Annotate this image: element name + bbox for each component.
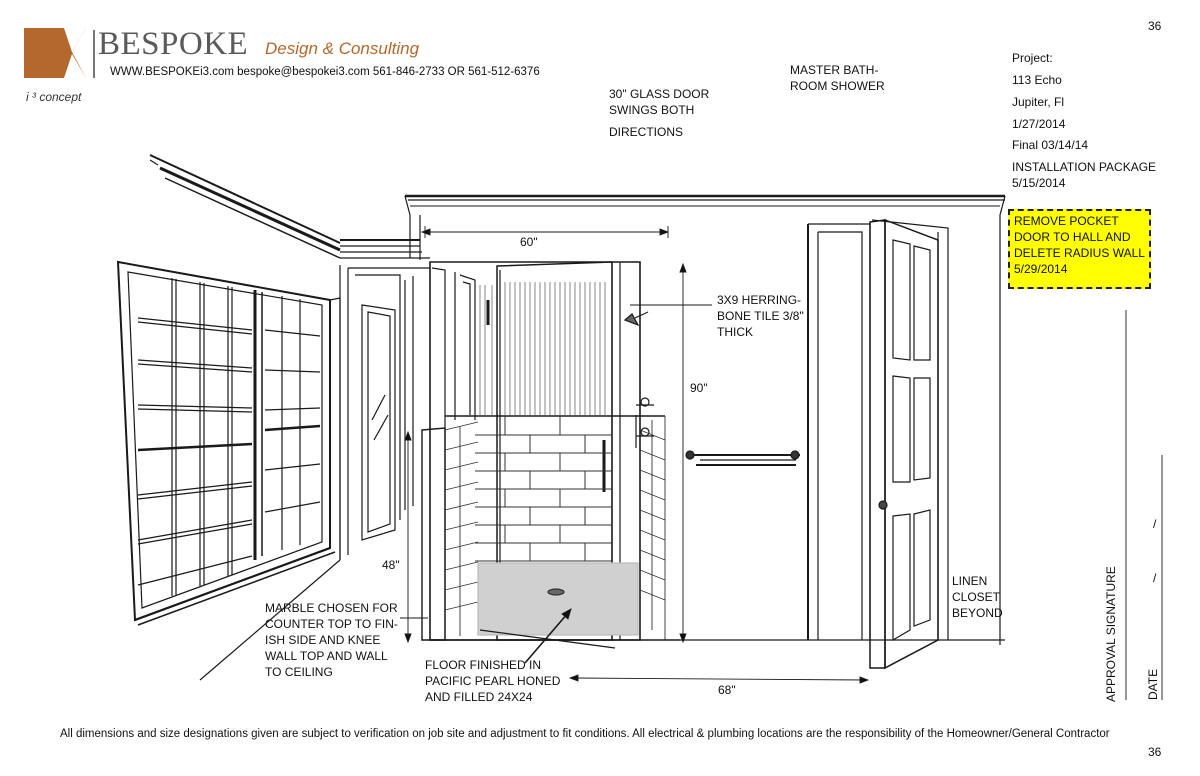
shower-enclosure xyxy=(422,262,680,648)
directions-note: DIRECTIONS xyxy=(609,125,684,139)
footer-disclaimer: All dimensions and size designations given are subject to verification on job site and adjustment to fit conditions. All electrical & plumbing locations are the responsibility of the Homeowner/General Contractor xyxy=(60,728,1110,740)
date-slash-1: / xyxy=(1153,517,1157,531)
date-slash-2: / xyxy=(1153,571,1157,585)
contact-line: WWW.BESPOKEi3.com bespoke@bespokei3.com 561-846-2733 OR 561-512-6376 xyxy=(110,66,540,78)
hall-doorway xyxy=(340,258,430,560)
dimension-68: 68" xyxy=(718,683,736,697)
signoff-lines xyxy=(1126,310,1162,700)
project-package: INSTALLATION PACKAGE 5/15/2014 xyxy=(1012,160,1157,190)
linen-closet-note: LINEN CLOSET BEYOND xyxy=(952,574,1003,620)
dimension-48: 48" xyxy=(382,558,400,572)
project-city: Jupiter, Fl xyxy=(1012,95,1065,109)
project-final: Final 03/14/14 xyxy=(1012,138,1089,152)
floor-note: FLOOR FINISHED IN PACIFIC PEARL HONED AND FILLED 24X24 xyxy=(425,658,561,704)
dimension-60: 60" xyxy=(520,235,538,249)
brand-name: BESPOKE xyxy=(98,26,249,62)
logo-divider xyxy=(93,30,95,78)
page-number-top: 36 xyxy=(1148,19,1162,33)
page-number-bottom: 36 xyxy=(1148,745,1162,759)
marble-note: MARBLE CHOSEN FOR COUNTER TOP TO FIN- ISH SIDE AND KNEE WALL TOP AND WALL TO CEILING xyxy=(265,601,398,679)
room-title: MASTER BATH- ROOM SHOWER xyxy=(790,63,885,93)
bespoke-logo-mark xyxy=(24,28,90,80)
project-address: 113 Echo xyxy=(1012,73,1062,87)
approval-signature-label: APPROVAL SIGNATURE xyxy=(1104,566,1118,702)
project-label: Project: xyxy=(1012,51,1053,65)
project-date: 1/27/2014 xyxy=(1012,117,1066,131)
towel-bar xyxy=(686,451,800,465)
crown-molding xyxy=(340,196,1005,645)
logo-subtitle: i ³ concept xyxy=(26,90,82,104)
change-note-box: REMOVE POCKET DOOR TO HALL AND DELETE RADIUS WALL 5/29/2014 xyxy=(1008,209,1151,289)
brand-tagline: Design & Consulting xyxy=(265,39,420,58)
date-label: DATE xyxy=(1146,668,1160,700)
glass-door-note: 30" GLASS DOOR SWINGS BOTH xyxy=(609,87,710,117)
tile-note: 3X9 HERRING- BONE TILE 3/8" THICK xyxy=(717,293,804,339)
dimension-90: 90" xyxy=(690,381,708,395)
